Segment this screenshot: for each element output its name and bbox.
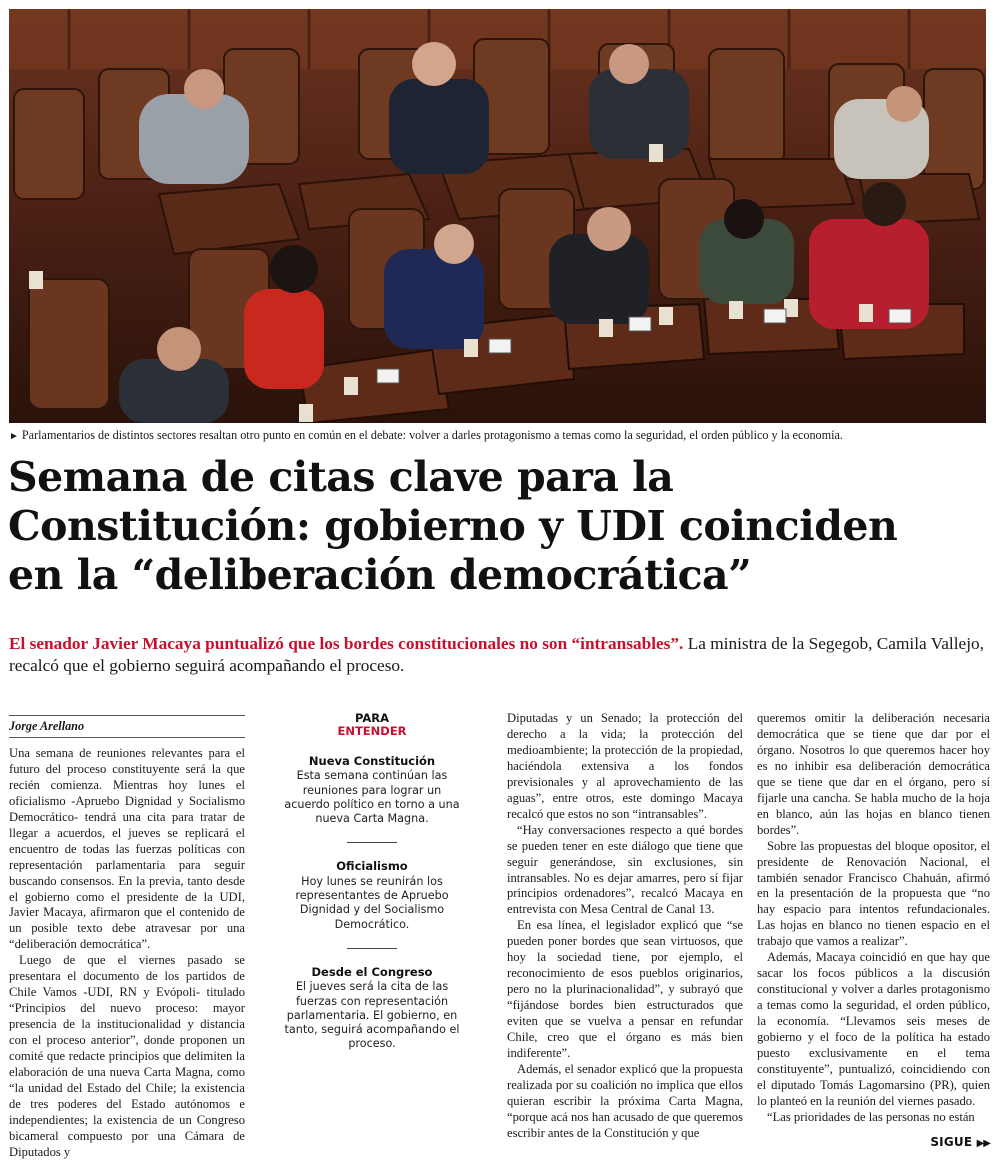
column-3: [507, 711, 743, 1142]
sidebar-item-title: Desde el Congreso: [311, 964, 433, 979]
photo-parliament-session-icon: [9, 9, 986, 423]
paragraph: Además, el senador explicó que la propuesta realizada por su coalición no implica que ellos quieran escribir la próxima Carta Magna, “porque acá nos han acusado de que queremos escribir antes de la Constitución y que: [507, 1061, 743, 1140]
paragraph: queremos omitir la deliberación necesaria democrática que se tiene que dar por el órgano. Nosotros lo que queremos hacer hoy es no inhibir esa deliberación democrática que se tiene que dar en el órgano, pero sí fijarle una cancha. Se habla mucho de la hoja en blanco, aún las hojas en blanco tienen bordes”.: [757, 711, 990, 837]
sidebar-heading-para: PARA: [354, 711, 390, 725]
column-1: [9, 713, 245, 1161]
deck: [9, 633, 991, 677]
caption-text: Parlamentarios de distintos sectores resaltan otro punto en común en el debate: volver a darles protagonismo a temas como la seguridad, el orden público y la economía.: [21, 428, 843, 442]
paragraph: En esa línea, el legislador explicó que “se pueden poner bordes que sean virtuosos, que hoy la sociedad tiene, por ejemplo, el reconocimiento de esos pueblos originarios, pero no la plurinacionalidad”, y subrayó que “fijándose bordes bien estructurados que eviten que se vuelva a pensar en refundar Chile, creo que el órgano es más bien indiferente”.: [507, 918, 743, 1061]
deck-highlight: El senador Javier Macaya puntualizó que los bordes constitucionales no son “intransables”.: [9, 634, 684, 653]
paragraph: Diputadas y un Senado; la protección del derecho a la vida; la protección del medioambiente; la protección de la propiedad, haciéndola extensiva a los fondos previsionales y al aprovechamiento de las aguas”, entre otros, este domingo Macaya recalcó que estos no son “intransables”.: [507, 711, 743, 821]
paragraph: “Hay conversaciones respecto a qué bordes se pueden tener en este diálogo que tiene que seguir generándose, sin exclusiones, sin intransables. No es dejar amarres, pero sí fijar principios ordenadores”, recalcó Macaya en entrevista con Mesa Central de Canal 13.: [507, 822, 743, 917]
headline-line-2: Constitución: gobierno y UDI coinciden: [8, 502, 898, 550]
headline: [8, 453, 993, 600]
headline-line-1: Semana de citas clave para la: [8, 453, 674, 501]
sidebar-heading-entender: ENTENDER: [337, 724, 407, 738]
caption-marker-icon: ►: [9, 431, 19, 442]
divider: [347, 842, 397, 843]
sidebar-item: [262, 754, 482, 826]
paragraph: Sobre las propuestas del bloque opositor, el presidente de Renovación Nacional, el también senador Francisco Chahuán, afirmó en la presentación de la propuesta que “no hay espacio para intentos refundacionales. Las hojas en blanco no tienen espacio en el trabajo que vamos a realizar”.: [757, 838, 990, 949]
paragraph: “Las prioridades de las personas no están: [767, 1109, 975, 1124]
double-arrow-icon: ▶▶: [976, 1138, 990, 1149]
sidebar-item: [262, 965, 482, 1052]
paragraph: Además, Macaya coincidió en que hay que sacar los focos públicos a la discusión constitucional y volver a darles protagonismo a temas como la seguridad, el orden público, la economía. “Llevamos seis meses de gobierno y el foco de la política ha estado puesto exclusivamente en el tema constituyente”, puntualizó, coincidiendo con el diputado Tomás Lagomarsino (PR), quien lo planteó en la reunión del viernes pasado.: [757, 950, 990, 1108]
divider: [347, 948, 397, 949]
para-entender-sidebar: [262, 712, 482, 1052]
byline: Jorge Arellano: [9, 715, 245, 738]
sidebar-item-body: El jueves será la cita de las fuerzas con representación parlamentaria. El gobierno, en tanto, seguirá acompañando el proceso.: [284, 980, 460, 1051]
paragraph: Luego de que el viernes pasado se presentara el documento de los partidos de Chile Vamos -UDI, RN y Evópoli- titulado “Principios del nuevo proceso: mayor presencia de la institucionalidad y distancia con el proceso anterior”, donde proponen un comité que redacte principios que delimiten la elaboración de una nueva Carta Magna, como “la unidad del Estado del Chile; la existencia de tres poderes del Estado autónomos e independientes; la existencia de un Congreso bicameral compuesto por una Cámara de Diputados y: [9, 953, 245, 1159]
article-photo: [9, 9, 986, 423]
sidebar-item: [262, 859, 482, 931]
sidebar-item-body: Hoy lunes se reunirán los representantes de Apruebo Dignidad y del Socialismo Democrático.: [295, 874, 449, 931]
photo-caption: [9, 428, 989, 444]
sidebar-item-title: Nueva Constitución: [308, 754, 436, 768]
sigue-label: SIGUE: [930, 1135, 973, 1149]
deck-rest: La ministra de la Segegob, Camila Vallejo, recalcó que el gobierno seguirá acompañando el proceso.: [9, 634, 984, 675]
sidebar-item-title: Oficialismo: [336, 859, 408, 874]
paragraph: Una semana de reuniones relevantes para el futuro del proceso constituyente será la que recién comienza. Mientras hoy lunes el oficialismo -Apruebo Dignidad y Socialismo Democrático- tendrá una cita para tratar de llegar a acuerdos, el jueves se replicará el encuentro de todas las fuerzas políticas con representación parlamentaria para seguir buscando consensos. En la previa, tanto desde el gobierno como el presidente de la UDI, Javier Macaya, afirmaron que el contenido de un posible texto debe atravesar por una “deliberación democrática”.: [9, 745, 245, 952]
sidebar-item-body: Esta semana continúan las reuniones para lograr un acuerdo político en torno a una nueva Carta Magna.: [284, 769, 460, 826]
continues-link[interactable]: [930, 1135, 990, 1149]
headline-line-3: en la “deliberación democrática”: [8, 551, 752, 599]
column-4: [757, 711, 990, 1126]
